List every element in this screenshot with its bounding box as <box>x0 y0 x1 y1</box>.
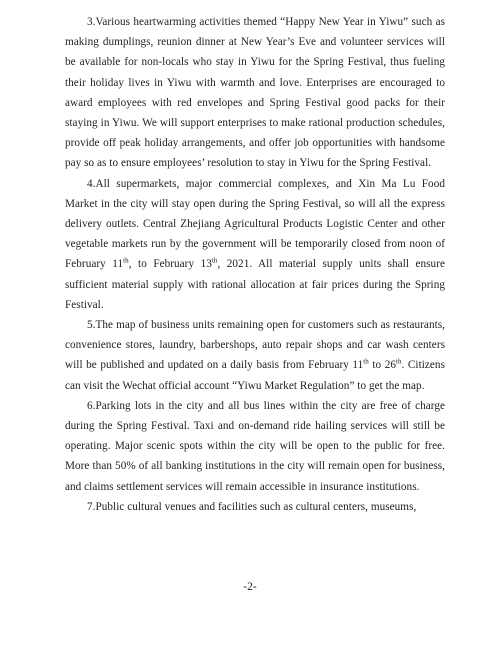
paragraph-3 <box>65 12 445 174</box>
paragraph-5-text-part1: 5.The map of business units remaining open for customers such as restaurants, convenience stores, laundry, barbershops, auto repair shops and car wash centers will be published and updated on a daily basis from February 11 <box>65 319 445 372</box>
paragraph-6 <box>65 396 445 497</box>
page-number: -2- <box>243 581 257 593</box>
paragraph-7-text: 7.Public cultural venues and facilities such as cultural centers, museums, <box>87 500 417 513</box>
paragraph-5 <box>65 315 445 396</box>
paragraph-6-text: 6.Parking lots in the city and all bus lines within the city are free of charge during the Spring Festival. Taxi and on-demand ride hailing services will still be operating. Major scenic spots within the city will be open to the public for free. More than 50% of all banking institutions in the city will remain open for business, and claims settlement services will remain accessible in insurance institutions. <box>65 399 445 493</box>
paragraph-5-text-part3: . Citizens can visit the Wechat official account “Yiwu Market Regulation” to get the map. <box>65 359 445 392</box>
paragraph-3-text: 3.Various heartwarming activities themed “Happy New Year in Yiwu” such as making dumplings, reunion dinner at New Year’s Eve and volunteer services will be available for non-locals who stay in Yiwu for the Spring Festival, thus fueling their holiday lives in Yiwu with warmth and love. Enterprises are encouraged to award employees with red envelopes and Spring Festival good packs for their staying in Yiwu. We will support enterprises to make rational production schedules, provide off peak holiday arrangements, and offer job opportunities with handsome pay so as to ensure employees’ resolution to stay in Yiwu for the Spring Festival. <box>65 16 445 170</box>
paragraph-5-text-part2: to 26 <box>368 359 396 372</box>
ordinal-suffix: th <box>395 357 402 366</box>
ordinal-suffix: th <box>123 256 129 265</box>
paragraph-4 <box>65 174 445 315</box>
document-body <box>65 12 445 517</box>
paragraph-4-text-part1: 4.All supermarkets, major commercial complexes, and Xin Ma Lu Food Market in the city will stay open during the Spring Festival, so will all the express delivery outlets. Central Zhejiang Agricultural Products Logistic Center and other vegetable markets run by the government will be temporarily closed from noon of February 11 <box>65 177 445 271</box>
paragraph-4-text-part3: , 2021. All material supply units shall ensure sufficient material supply with rational allocation at fair prices during the Spring Festival. <box>65 258 445 311</box>
paragraph-7 <box>65 497 445 517</box>
ordinal-suffix: th <box>363 357 369 366</box>
ordinal-suffix: th <box>211 256 218 265</box>
paragraph-4-text-part2: , to February 13 <box>128 258 212 271</box>
